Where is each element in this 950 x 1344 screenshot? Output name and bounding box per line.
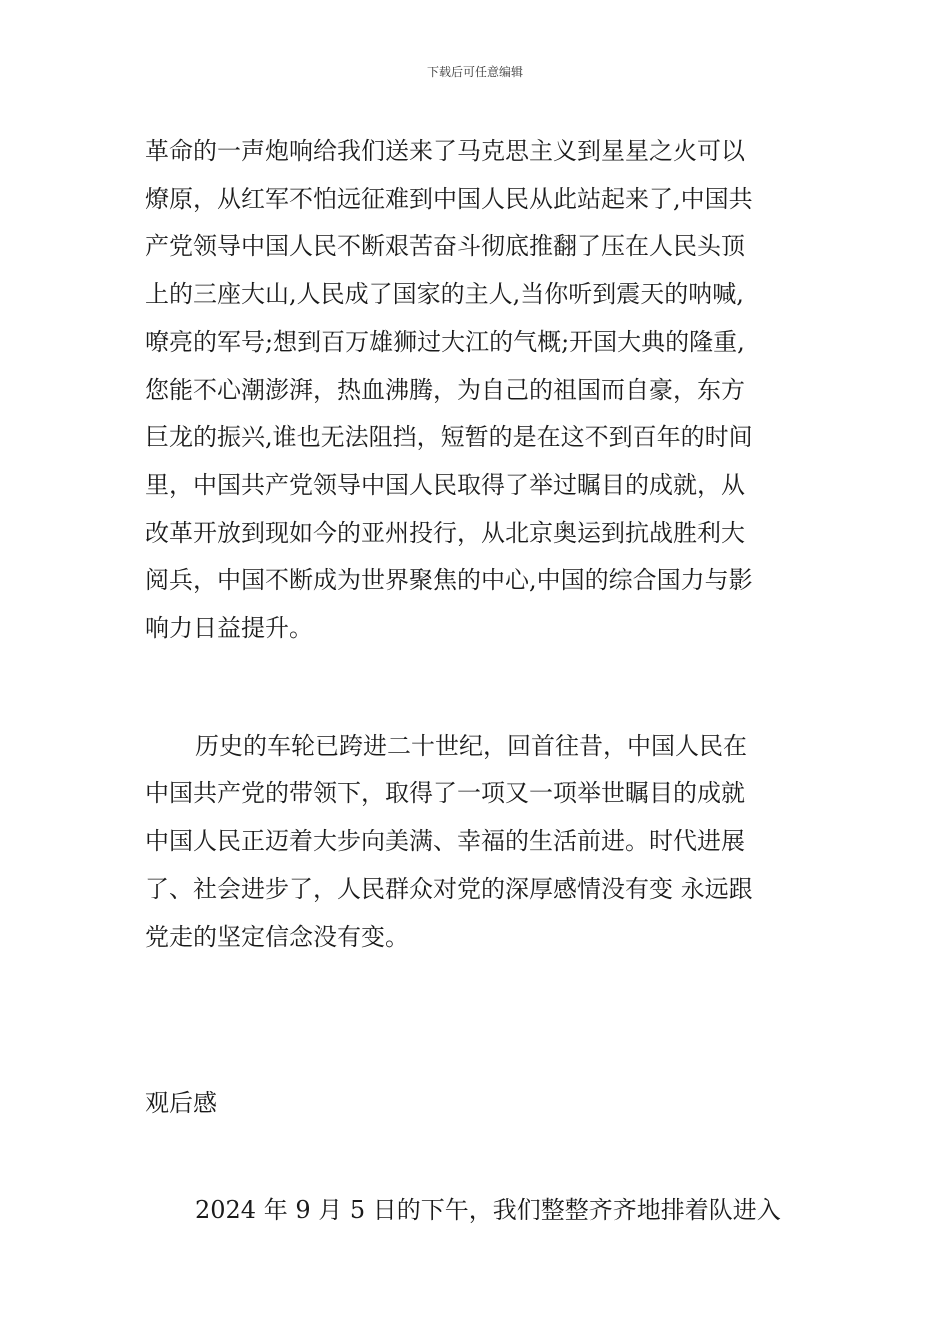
text-line: 了、社会进步了，人民群众对党的深厚感情没有变 永远跟 (145, 874, 753, 903)
text-line: 中国共产党的带领下，取得了一项又一项举世瞩目的成就 (145, 779, 745, 808)
text-line: 您能不心潮澎湃，热血沸腾，为自己的祖国而自豪，东方 (145, 375, 745, 404)
text-line: 响力日益提升。 (145, 614, 313, 643)
text-line: 2024 年 9 月 5 日的下午，我们整整齐齐地排着队进入 (195, 1196, 781, 1225)
text-line: 历史的车轮已跨进二十世纪，回首往昔，中国人民在 (195, 731, 747, 760)
text-line: 燎原，从红军不怕远征难到中国人民从此站起来了,中国共 (145, 184, 753, 213)
text-line: 改革开放到现如今的亚州投行，从北京奥运到抗战胜利大 (145, 518, 745, 547)
text-line: 党走的坚定信念没有变。 (145, 922, 409, 951)
paragraph-3 (145, 1187, 820, 1235)
text-line: 里，中国共产党领导中国人民取得了举过瞩目的成就，从 (145, 470, 745, 499)
text-line: 巨龙的振兴,谁也无法阻挡，短暂的是在这不到百年的时间 (145, 423, 753, 452)
text-line: 上的三座大山,人民成了国家的主人,当你听到震天的呐喊, (145, 280, 744, 309)
text-line: 产党领导中国人民不断艰苦奋斗彻底推翻了压在人民头顶 (145, 232, 745, 261)
paragraph-2 (145, 723, 820, 962)
text-line: 嘹亮的军号;想到百万雄狮过大江的气概;开国大典的隆重, (145, 327, 745, 356)
text-line: 革命的一声炮响给我们送来了马克思主义到星星之火可以 (145, 137, 745, 165)
document-body (145, 128, 820, 1235)
paragraph-1 (145, 128, 820, 653)
page-header: 下载后可任意编辑 (426, 65, 523, 79)
text-line: 中国人民正迈着大步向美满、幸福的生活前进。时代进展 (145, 827, 745, 856)
text-line: 阅兵，中国不断成为世界聚焦的中心,中国的综合国力与影 (145, 566, 753, 595)
section-heading: 观后感 (145, 1089, 217, 1118)
